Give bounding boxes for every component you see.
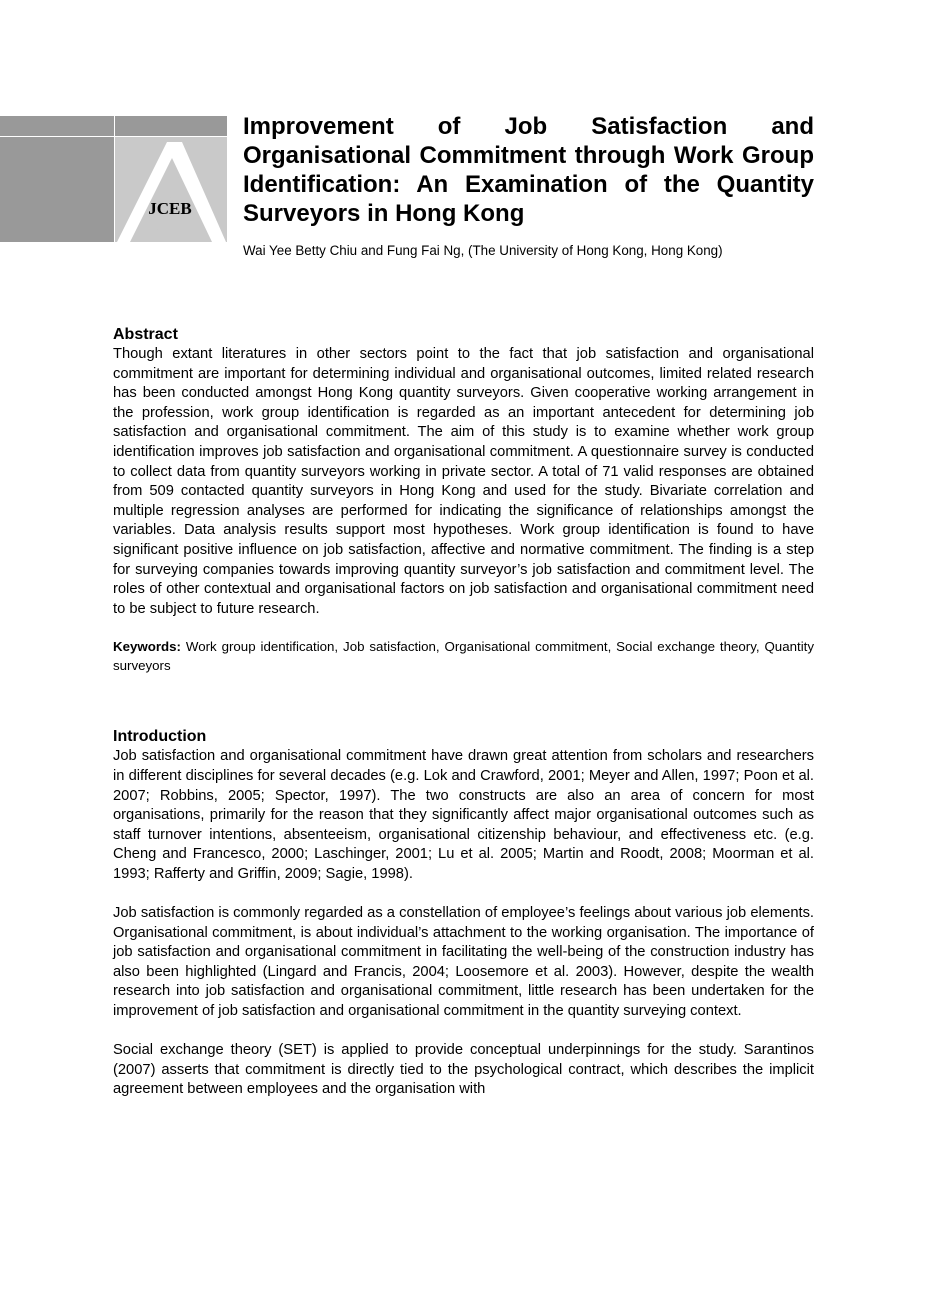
- keywords-label: Keywords:: [113, 639, 181, 655]
- introduction-paragraph: Social exchange theory (SET) is applied to provide conceptual underpinnings for the study. Sarantinos (2007) asserts that commitment is directly tied to the psychological contract, which describes the implicit agreement between employees and the organisation with: [113, 1042, 814, 1098]
- introduction-paragraph: Job satisfaction is commonly regarded as a constellation of employee’s feelings about various job elements. Organisational commitment, is about individual’s attachment to the working organisation. The importance of job satisfaction and organisational commitment in facilitating the well-being of the construction industry has also been highlighted (Lingard and Francis, 2004; Loosemore et al. 2003). However, despite the wealth research into job satisfaction and organisational commitment, little research has been undertaken for the improvement of job satisfaction and organisational commitment in the quantity surveying context.: [113, 905, 814, 1020]
- abstract-text: Though extant literatures in other sectors point to the fact that job satisfaction and organisational commitment are important for determining individual and organisational outcomes, limited related research has been conducted amongst Hong Kong quantity surveyors. Given cooperative working arrangement in the profession, work group identification is regarded as an important antecedent for determining job satisfaction and organisational commitment. The aim of this study is to examine whether work group identification improves job satisfaction and organisational commitment. A questionnaire survey is conducted to collect data from quantity surveyors working in private sector. A total of 71 valid responses are obtained from 509 contacted quantity surveyors in Hong Kong and used for the study. Bivariate correlation and multiple regression analyses are performed for indicating the significance of relationships amongst the variables. Data analysis results support most hypotheses. Work group identification is found to have significant positive influence on job satisfaction, affective and normative commitment. The finding is a step for surveying companies towards improving quantity surveyor’s job satisfaction and commitment level. The roles of other contextual and organisational factors on job satisfaction and organisational commitment need to be subject to future research.: [113, 346, 814, 617]
- introduction-heading: Introduction: [113, 728, 207, 746]
- abstract-heading: Abstract: [113, 326, 178, 343]
- keywords: [113, 638, 814, 675]
- keywords-text: Work group identification, Job satisfaction, Organisational commitment, Social exchange theory, Quantity surveyors: [113, 639, 814, 673]
- introduction-section: [113, 726, 814, 1100]
- introduction-paragraph: Job satisfaction and organisational commitment have drawn great attention from scholars and researchers in different disciplines for several decades (e.g. Lok and Crawford, 2001; Meyer and Allen, 1997; Poon et al. 2007; Robbins, 2005; Spector, 1997). The two constructs are also an area of concern for most organisations, primarily for the reason that they significantly affect major organisational outcomes such as staff turnover intentions, absenteeism, organisational citizenship behaviour, and effectiveness etc. (e.g. Cheng and Francesco, 2000; Laschinger, 2001; Lu et al. 2005; Martin and Roodt, 2008; Moorman et al. 1993; Rafferty and Griffin, 2009; Sagie, 1998).: [113, 748, 814, 882]
- logo-dark-panel: [0, 116, 114, 242]
- logo-text: JCEB: [148, 199, 192, 218]
- paper-title: Improvement of Job Satisfaction and Organisational Commitment through Work Group Identification: An Examination of the Quantity Surveyors in Hong Kong: [243, 113, 814, 227]
- jceb-logo-graphic: [0, 116, 227, 242]
- abstract-section: [113, 324, 814, 619]
- logo-dark-strip: [114, 116, 227, 136]
- paper-authors: Wai Yee Betty Chiu and Fung Fai Ng, (The University of Hong Kong, Hong Kong): [243, 243, 723, 258]
- journal-logo: [0, 116, 227, 242]
- paper-body: [113, 324, 814, 1100]
